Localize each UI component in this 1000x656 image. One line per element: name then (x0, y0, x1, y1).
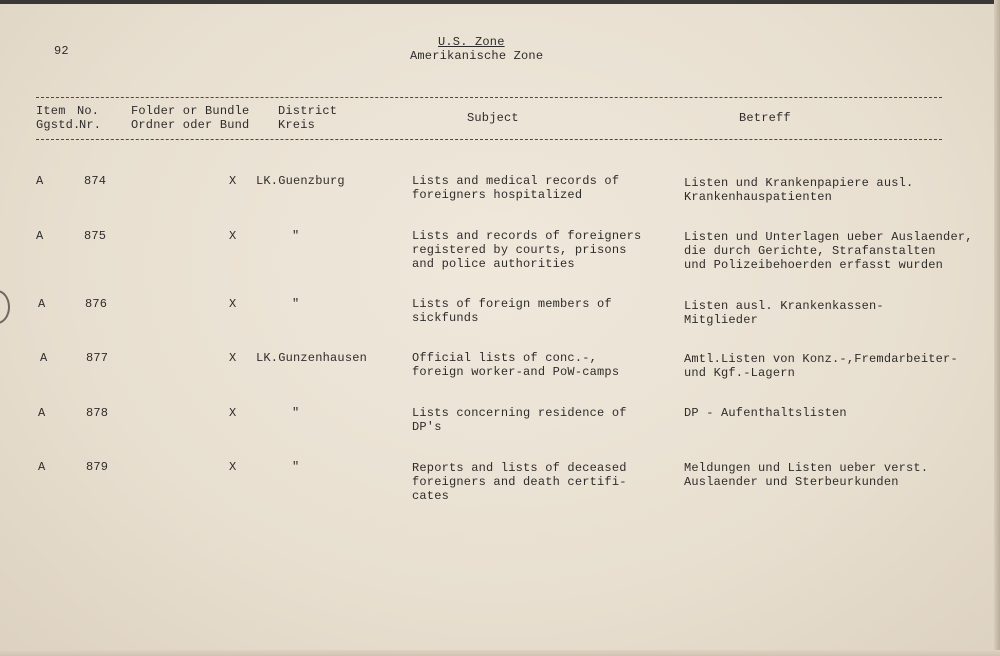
row-subject-line: foreigners hospitalized (412, 188, 583, 202)
row-subject-line: Lists concerning residence of (412, 406, 627, 420)
row-betreff-line: Listen und Unterlagen ueber Auslaender, (684, 230, 973, 244)
row-number: 874 (84, 174, 107, 188)
row-subject-line: sickfunds (412, 311, 479, 325)
page-title: U.S. Zone (438, 35, 505, 49)
col-header-folder: Folder or Bundle (131, 104, 250, 118)
row-item: A (38, 406, 46, 420)
row-folder: X (229, 406, 237, 420)
row-district: " (292, 460, 300, 474)
binder-hole (0, 290, 10, 324)
col-header-subject: Subject (467, 111, 519, 125)
header-rule-bottom (36, 139, 942, 140)
row-subject-line: cates (412, 489, 450, 503)
row-number: 876 (85, 297, 108, 311)
row-number: 879 (86, 460, 109, 474)
row-betreff-line: Auslaender und Sterbeurkunden (684, 475, 899, 489)
page-subtitle: Amerikanische Zone (410, 49, 544, 63)
row-subject-line: Official lists of conc.-, (412, 351, 598, 365)
row-subject-line: Reports and lists of deceased (412, 461, 627, 475)
row-betreff-line: DP - Aufenthaltslisten (684, 406, 847, 420)
row-district: LK.Guenzburg (256, 174, 345, 188)
row-subject-line: Lists and records of foreigners (412, 229, 642, 243)
row-number: 877 (86, 351, 109, 365)
row-subject-line: foreign worker-and PoW-camps (412, 365, 620, 379)
row-betreff-line: Amtl.Listen von Konz.-,Fremdarbeiter- (684, 352, 958, 366)
col-header-no: No. (77, 104, 100, 118)
col-header-district-de: Kreis (278, 118, 316, 132)
col-header-no-de: Nr. (79, 118, 102, 132)
row-betreff-line: Listen und Krankenpapiere ausl. (684, 176, 914, 190)
row-district: " (292, 297, 300, 311)
row-folder: X (229, 297, 237, 311)
row-subject-line: registered by courts, prisons (412, 243, 627, 257)
row-folder: X (229, 229, 237, 243)
col-header-item: Item (36, 104, 66, 118)
col-header-item-de: Ggstd. (36, 118, 81, 132)
row-district: " (292, 406, 300, 420)
header-rule-top (36, 97, 942, 98)
row-item: A (36, 174, 44, 188)
row-betreff-line: die durch Gerichte, Strafanstalten (684, 244, 936, 258)
row-subject-line: Lists and medical records of (412, 174, 620, 188)
page-edge-right (994, 0, 1000, 656)
row-betreff-line: Meldungen und Listen ueber verst. (684, 461, 929, 475)
row-betreff-line: Krankenhauspatienten (684, 190, 833, 204)
row-betreff-line: und Kgf.-Lagern (684, 366, 796, 380)
row-number: 878 (86, 406, 109, 420)
row-betreff-line: Listen ausl. Krankenkassen- (684, 299, 884, 313)
row-subject-line: DP's (412, 420, 442, 434)
row-item: A (38, 460, 46, 474)
col-header-folder-de: Ordner oder Bund (131, 118, 250, 132)
row-betreff-line: und Polizeibehoerden erfasst wurden (684, 258, 944, 272)
row-district: LK.Gunzenhausen (256, 351, 368, 365)
row-item: A (40, 351, 48, 365)
top-border (0, 0, 1000, 4)
col-header-district: District (278, 104, 338, 118)
row-folder: X (229, 174, 237, 188)
row-folder: X (229, 460, 237, 474)
row-folder: X (229, 351, 237, 365)
row-subject-line: Lists of foreign members of (412, 297, 612, 311)
row-item: A (36, 229, 44, 243)
row-subject-line: and police authorities (412, 257, 575, 271)
page-number: 92 (54, 44, 69, 58)
row-district: " (292, 229, 300, 243)
row-number: 875 (84, 229, 107, 243)
row-item: A (38, 297, 46, 311)
row-subject-line: foreigners and death certifi- (412, 475, 627, 489)
page-edge-bottom (0, 650, 1000, 656)
row-betreff-line: Mitglieder (684, 313, 759, 327)
col-header-betreff: Betreff (739, 111, 791, 125)
